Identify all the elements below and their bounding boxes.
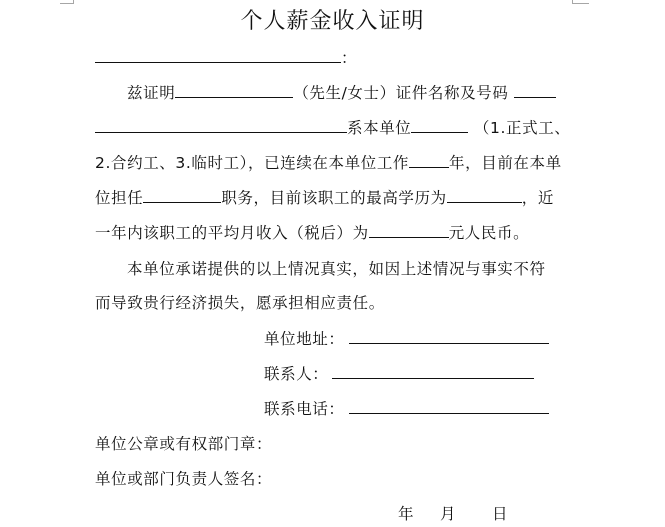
phone-blank[interactable]: [349, 398, 549, 414]
name-blank[interactable]: [175, 82, 293, 98]
text: 一年内该职工的平均月收入（税后）为: [95, 224, 369, 242]
id-number-blank-start[interactable]: [514, 82, 556, 98]
address-blank[interactable]: [349, 328, 549, 344]
paragraph2-line2: 而导致贵行经济损失，愿承担相应责任。: [95, 294, 385, 312]
education-blank[interactable]: [447, 187, 522, 203]
date-day-label: 日: [492, 505, 509, 523]
date-year-label: 年: [398, 505, 415, 523]
id-number-blank[interactable]: [95, 117, 347, 133]
addressee-line: [95, 47, 357, 69]
text: 兹证明: [127, 84, 176, 102]
employee-type-blank[interactable]: [411, 117, 468, 133]
text: （1.正式工、: [468, 119, 571, 137]
paragraph1-line2: [95, 117, 570, 139]
address-label: 单位地址：: [264, 330, 345, 348]
page-corner-mark-right: [572, 0, 589, 4]
text: 位担任: [95, 189, 144, 207]
paragraph1-line3: [95, 152, 562, 174]
text: 2.合约工、3.临时工），已连续在本单位工作: [95, 154, 410, 172]
contact-person-blank[interactable]: [332, 363, 534, 379]
addressee-colon: ：: [341, 49, 358, 67]
phone-row: [264, 398, 549, 420]
paragraph1-line4: [95, 187, 554, 209]
text: 职务，目前该职工的最高学历为: [221, 189, 447, 207]
page-corner-mark-left: [60, 0, 74, 4]
text: 元人民币。: [448, 224, 530, 242]
address-row: [264, 328, 549, 350]
document-title: 个人薪金收入证明: [240, 9, 425, 34]
text: （先生/女士）证件名称及号码: [293, 84, 514, 102]
paragraph1-line1: [127, 82, 556, 104]
addressee-blank[interactable]: [95, 47, 341, 63]
text: ，近: [521, 189, 554, 207]
paragraph2-line1: 本单位承诺提供的以上情况真实，如因上述情况与事实不符: [127, 260, 546, 278]
contact-person-row: [264, 363, 534, 385]
seal-label: 单位公章或有权部门章：: [95, 435, 273, 453]
text: 系本单位: [347, 119, 412, 137]
paragraph1-line5: [95, 222, 529, 244]
signer-label: 单位或部门负责人签名：: [95, 470, 273, 488]
position-blank[interactable]: [143, 187, 221, 203]
contact-person-label: 联系人：: [264, 365, 329, 383]
text: 年，目前在本单: [449, 154, 562, 172]
years-worked-blank[interactable]: [409, 152, 449, 168]
phone-label: 联系电话：: [264, 400, 345, 418]
date-month-label: 月: [440, 505, 457, 523]
monthly-income-blank[interactable]: [369, 222, 449, 238]
